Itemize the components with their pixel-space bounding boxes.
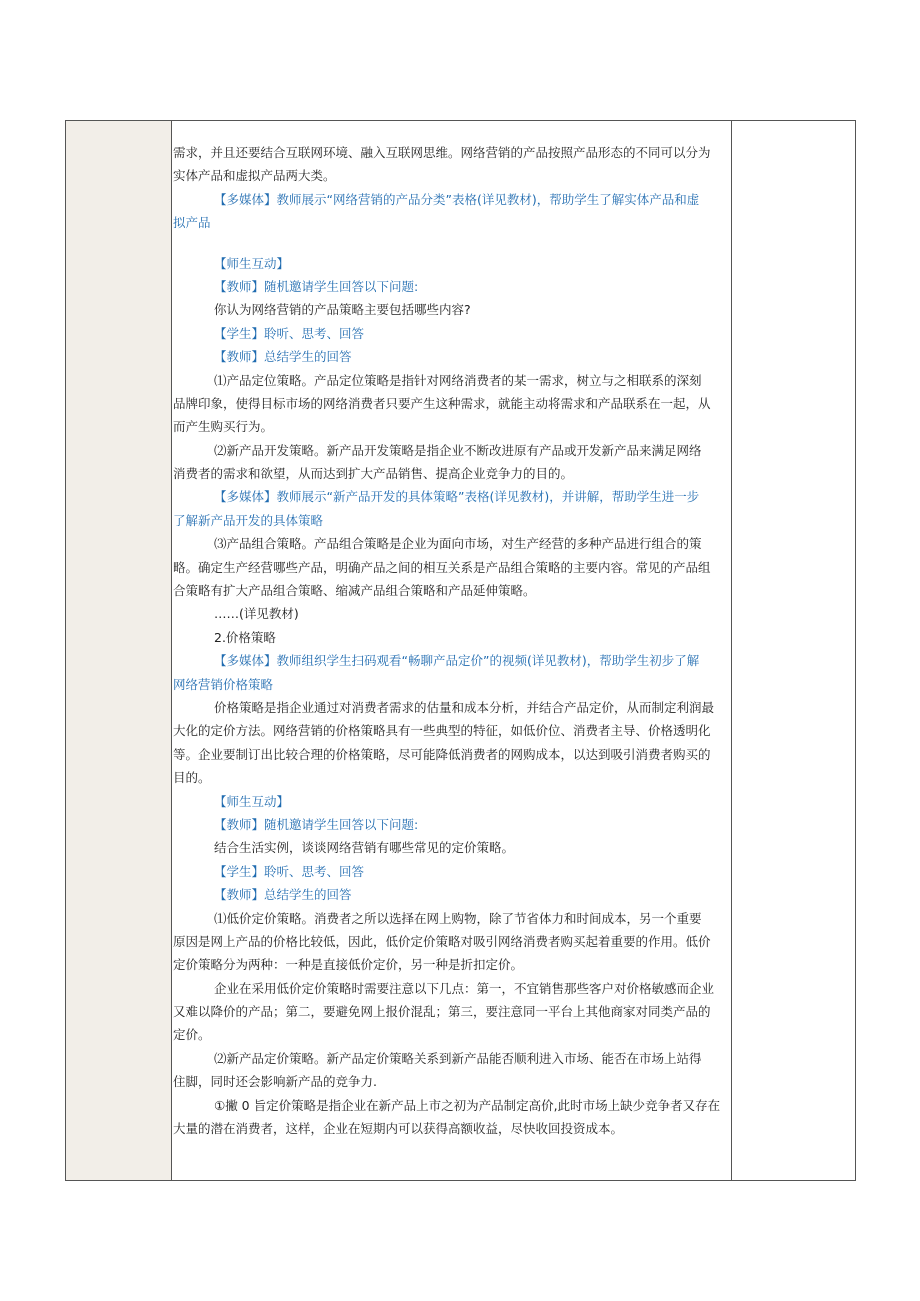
teacher-label: 【教师】随机邀请学生回答以下问题:	[214, 816, 419, 832]
multimedia-note: 拟产品	[173, 215, 211, 231]
lesson-table	[65, 120, 856, 1181]
text-line: ⑶产品组合策略。产品组合策略是企业为面向市场，对生产经营的多种产品进行组合的策	[214, 536, 702, 552]
text-line: 定价策略分为两种：一种是直接低价定价，另一种是折扣定价。	[173, 957, 524, 973]
multimedia-note: 【多媒体】教师展示“新产品开发的具体策略”表格(详见教材)，并讲解，帮助学生进一步	[214, 489, 700, 505]
text-line: 大化的定价方法。网络营销的价格策略具有一些典型的特征，如低价位、消费者主导、价格透明化	[173, 723, 711, 739]
question-text: 你认为网络营销的产品策略主要包括哪些内容?	[214, 302, 471, 318]
text-line: 定价。	[173, 1027, 211, 1043]
text-line: 原因是网上产品的价格比较低，因此，低价定价策略对吸引网络消费者购买起着重要的作用。低价	[173, 933, 711, 949]
text-line: 大量的潜在消费者，这样，企业在短期内可以获得高额收益，尽快收回投资成本。	[173, 1121, 624, 1137]
text-line: 而产生购买行为。	[173, 419, 274, 435]
section-heading: 2.价格策略	[214, 629, 276, 645]
question-text: 结合生活实例，谈谈网络营销有哪些常见的定价策略。	[214, 840, 515, 856]
left-column-cell	[66, 121, 172, 1180]
text-line: 实体产品和虚拟产品两大类。	[173, 168, 336, 184]
text-line: ⑴产品定位策略。产品定位策略是指针对网络消费者的某一需求，树立与之相联系的深刻	[214, 372, 702, 388]
text-line: 目的。	[173, 770, 211, 786]
text-line: ⑵新产品开发策略。新产品开发策略是指企业不断改进原有产品或开发新产品来满足网络	[214, 442, 702, 458]
text-line: 企业在采用低价定价策略时需要注意以下几点：第一，不宜销售那些客户对价格敏感而企业	[214, 980, 715, 996]
student-label: 【学生】聆听、思考、回答	[214, 863, 365, 879]
teacher-label: 【教师】总结学生的回答	[214, 349, 352, 365]
text-line: 住脚，同时还会影响新产品的竞争力.	[173, 1074, 377, 1090]
text-line: ……(详见教材)	[214, 606, 299, 622]
text-line: 需求，并且还要结合互联网环境、融入互联网思维。网络营销的产品按照产品形态的不同可以分为	[173, 145, 711, 160]
section-label: 【师生互动】	[214, 255, 290, 271]
text-line: ①撇 0 旨定价策略是指企业在新产品上市之初为产品制定高价,此时市场上缺少竞争者又存在	[214, 1097, 721, 1113]
multimedia-note: 网络营销价格策略	[173, 676, 274, 692]
teacher-label: 【教师】随机邀请学生回答以下问题:	[214, 278, 419, 294]
multimedia-note: 【多媒体】教师展示“网络营销的产品分类”表格(详见教材)，帮助学生了解实体产品和虚	[214, 191, 700, 207]
student-label: 【学生】聆听、思考、回答	[214, 325, 365, 341]
text-line: 合策略有扩大产品组合策略、缩减产品组合策略和产品延伸策略。	[173, 583, 536, 599]
text-line: 又难以降价的产品；第二，要避免网上报价混乱；第三，要注意同一平台上其他商家对同类产品的	[173, 1004, 711, 1020]
section-label: 【师生互动】	[214, 793, 290, 809]
text-line: 品牌印象，使得目标市场的网络消费者只要产生这种需求，就能主动将需求和产品联系在一起，从	[173, 395, 711, 411]
text-line: 消费者的需求和欲望，从而达到扩大产品销售、提高企业竞争力的目的。	[173, 466, 574, 482]
multimedia-note: 【多媒体】教师组织学生扫码观看“畅聊产品定价”的视频(详见教材)，帮助学生初步了解	[214, 653, 700, 669]
text-line: ⑴低价定价策略。消费者之所以选择在网上购物，除了节省体力和时间成本，另一个重要	[214, 910, 702, 926]
text-line: 价格策略是指企业通过对消费者需求的估量和成本分析，并结合产品定价，从而制定利润最	[214, 699, 715, 715]
content-cell	[173, 121, 733, 1180]
text-line: 等。企业要制订出比较合理的价格策略，尽可能降低消费者的网购成本，以达到吸引消费者购买的	[173, 746, 711, 762]
teacher-label: 【教师】总结学生的回答	[214, 887, 352, 903]
text-line: 略。确定生产经营哪些产品，明确产品之间的相互关系是产品组合策略的主要内容。常见的产品组	[173, 559, 711, 575]
right-column-cell	[731, 121, 855, 1180]
text-line: ⑵新产品定价策略。新产品定价策略关系到新产品能否顺利进入市场、能否在市场上站得	[214, 1050, 702, 1066]
multimedia-note: 了解新产品开发的具体策略	[173, 512, 324, 528]
